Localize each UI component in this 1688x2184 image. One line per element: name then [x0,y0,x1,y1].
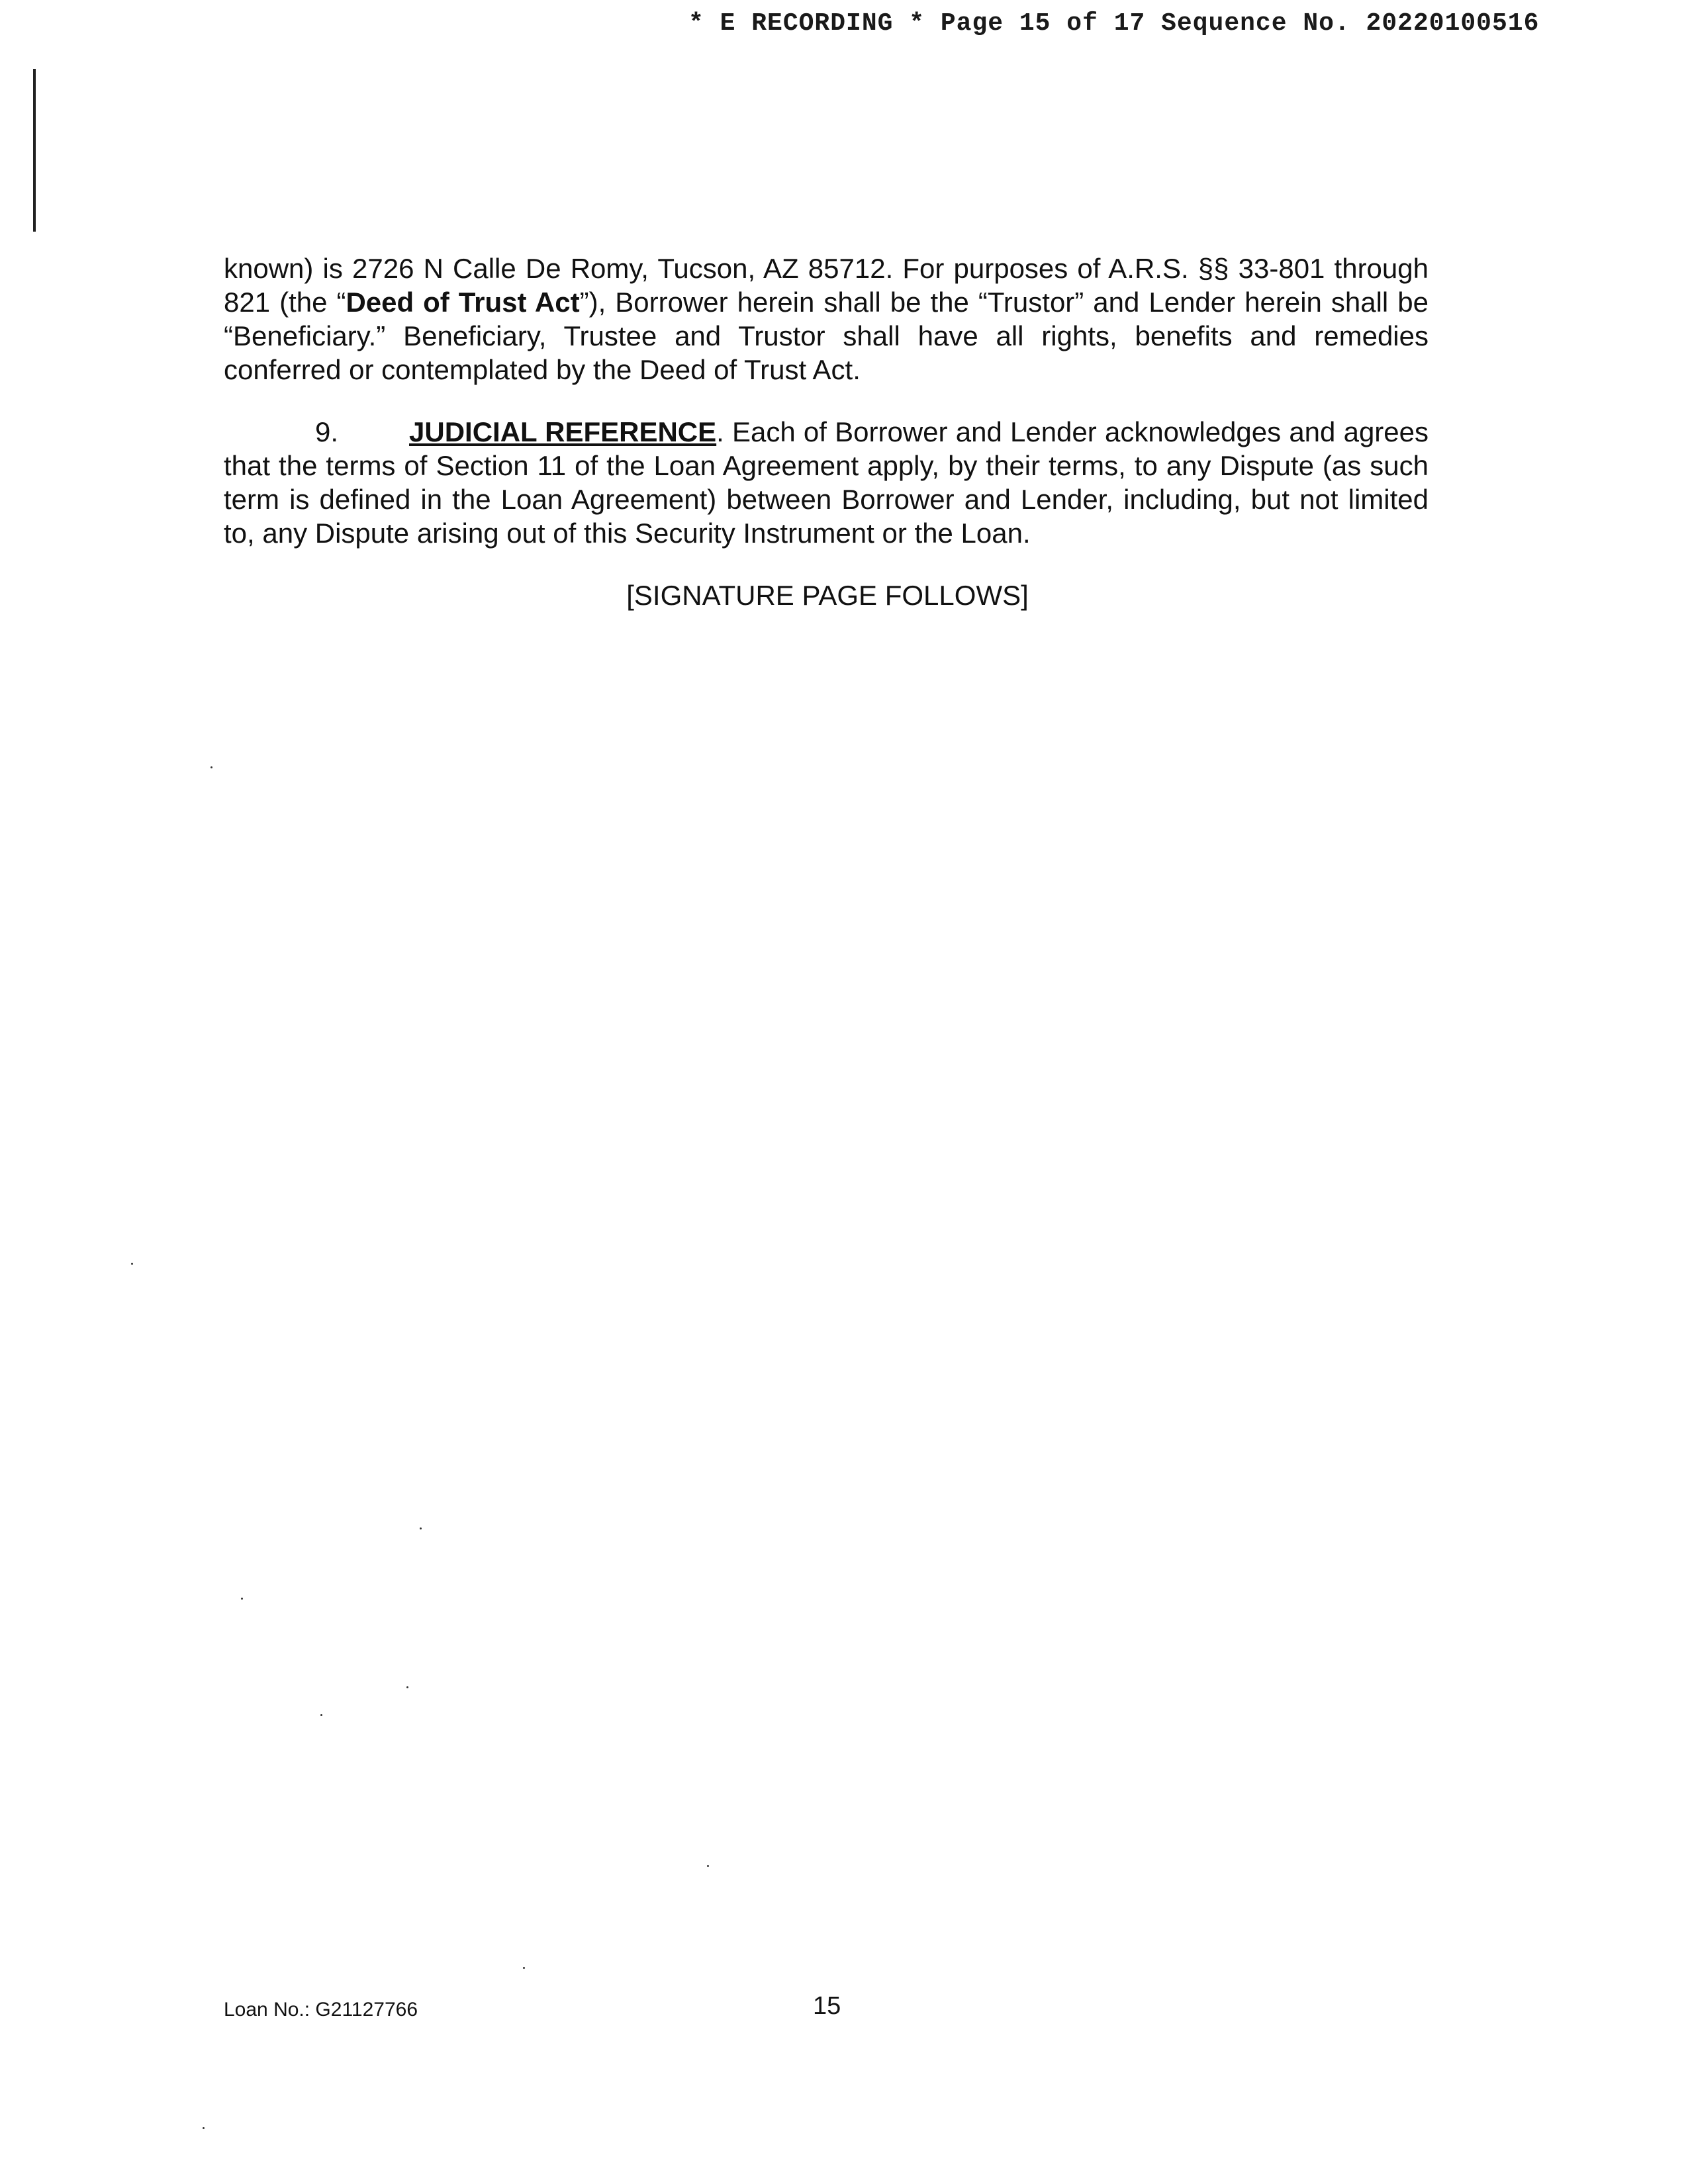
scan-speck [203,2127,205,2129]
scan-speck [320,1714,322,1716]
scan-speck [211,766,212,768]
defined-term-deed-of-trust-act: Deed of Trust Act [346,287,580,318]
scan-speck [131,1263,133,1265]
signature-page-notice: [SIGNATURE PAGE FOLLOWS] [626,580,1029,611]
loan-number: Loan No.: G21127766 [224,1999,418,2021]
paragraph-deed-of-trust [224,251,1429,387]
section-number: 9. [315,416,339,447]
section-heading: JUDICIAL REFERENCE [409,416,717,447]
scan-speck [523,1967,525,1969]
margin-bar [33,69,36,232]
paragraph-text-part2: ”), Borrower herein shall be the “Trustor” and Lender herein shall be “Beneficiary.” Beneficiary, Trustee and Trustor shall have all rights, benefits and remedies conferred or contemplated by the Deed of Trust Act. [224,287,1429,385]
scan-speck [420,1527,422,1529]
scan-speck [406,1686,408,1688]
scan-speck [707,1865,709,1867]
paragraph-judicial-reference [224,415,1429,550]
page-number: 15 [813,1992,841,2020]
recording-stamp: * E RECORDING * Page 15 of 17 Sequence No. 20220100516 [688,9,1540,38]
section-text: . Each of Borrower and Lender acknowledges and agrees that the terms of Section 11 of the Loan Agreement apply, by their terms, to any Dispute (as such term is defined in the Loan Agreement) between Borrower and Lender, including, but not limited to, any Dispute arising out of this Security Instrument or the Loan. [224,416,1429,549]
paragraph-text-part1: known) is 2726 N Calle De Romy, Tucson, AZ 85712. For purposes of A.R.S. §§ 33-801 through 821 (the “ [224,253,1429,318]
scan-speck [241,1598,243,1600]
